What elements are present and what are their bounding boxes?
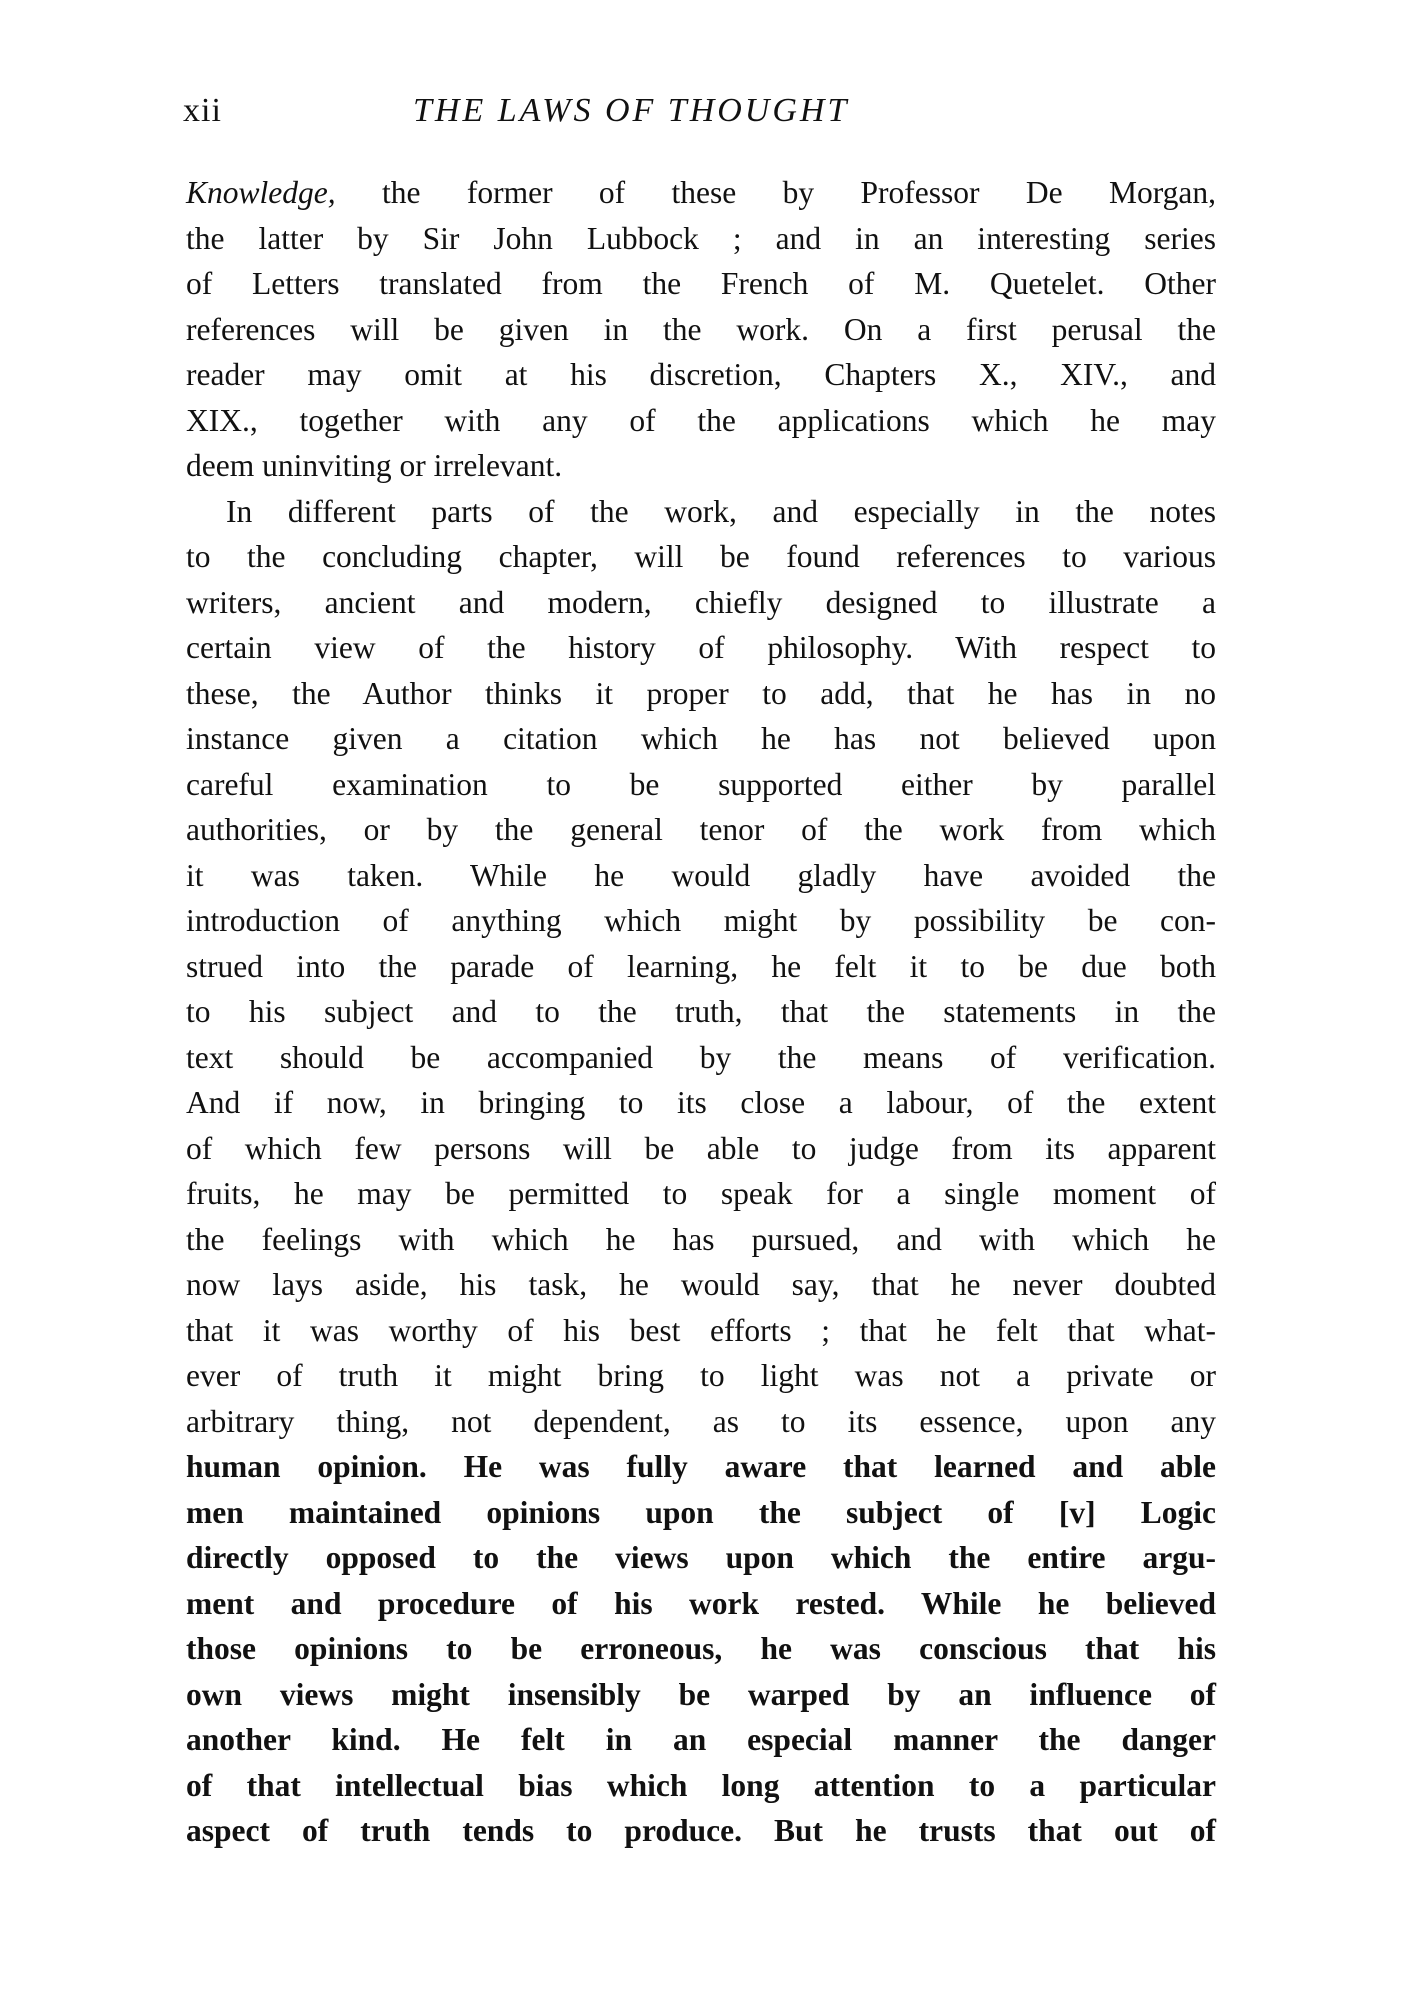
text-line: strued into the parade of learning, he felt it to be due both bbox=[186, 948, 1216, 984]
text-line: introduction of anything which might by possibility be con- bbox=[186, 903, 1216, 938]
text-line: of that intellectual bias which long attention to a particular bbox=[186, 1767, 1216, 1803]
text-line: XIX., together with any of the applications which he may bbox=[186, 402, 1216, 438]
text-line: And if now, in bringing to its close a labour, of the extent bbox=[186, 1085, 1216, 1120]
text-line: authorities, or by the general tenor of the work from which bbox=[186, 812, 1216, 847]
text-line-rest: the former of these by Professor De Morgan, bbox=[335, 175, 1216, 210]
text-line: aspect of truth tends to produce. But he trusts that out of bbox=[186, 1813, 1216, 1848]
text-line: those opinions to be erroneous, he was conscious that his bbox=[186, 1631, 1216, 1666]
text-line: reader may omit at his discretion, Chapters X., XIV., and bbox=[186, 357, 1216, 392]
text-line: that it was worthy of his best efforts ; that he felt that what- bbox=[186, 1312, 1216, 1348]
paragraph-1 bbox=[186, 170, 1216, 489]
text-line: to the concluding chapter, will be found references to various bbox=[186, 539, 1216, 574]
text-line: of which few persons will be able to judge from its apparent bbox=[186, 1130, 1216, 1166]
text-line: another kind. He felt in an especial manner the danger bbox=[186, 1722, 1216, 1757]
text-line: directly opposed to the views upon which the entire argu- bbox=[186, 1540, 1216, 1575]
running-title: THE LAWS OF THOUGHT bbox=[413, 92, 850, 129]
text-line: own views might insensibly be warped by an influence of bbox=[186, 1676, 1216, 1712]
paragraph-2 bbox=[186, 489, 1216, 1854]
text-line: text should be accompanied by the means of verification. bbox=[186, 1039, 1216, 1075]
text-line: men maintained opinions upon the subject of [v] Logic bbox=[186, 1494, 1216, 1530]
text-line bbox=[186, 170, 1216, 216]
text-line: arbitrary thing, not dependent, as to its essence, upon any bbox=[186, 1403, 1216, 1439]
text-line: these, the Author thinks it proper to add, that he has in no bbox=[186, 675, 1216, 711]
text-line: of Letters translated from the French of M. Quetelet. Other bbox=[186, 266, 1216, 301]
text-line: In different parts of the work, and especially in the notes bbox=[226, 493, 1216, 529]
text-line: the latter by Sir John Lubbock ; and in an interesting series bbox=[186, 220, 1216, 256]
italic-lead: Knowledge, bbox=[186, 175, 336, 210]
text-line: ment and procedure of his work rested. While he believed bbox=[186, 1585, 1216, 1621]
text-line: ever of truth it might bring to light was not a private or bbox=[186, 1358, 1216, 1393]
body-text bbox=[186, 170, 1216, 1854]
text-line: certain view of the history of philosophy. With respect to bbox=[186, 630, 1216, 665]
text-line: now lays aside, his task, he would say, that he never doubted bbox=[186, 1267, 1216, 1302]
text-line: to his subject and to the truth, that the statements in the bbox=[186, 994, 1216, 1029]
text-line: deem uninviting or irrelevant. bbox=[186, 448, 563, 483]
text-line: fruits, he may be permitted to speak for a single moment of bbox=[186, 1176, 1216, 1211]
text-line: writers, ancient and modern, chiefly designed to illustrate a bbox=[186, 584, 1216, 620]
page-number: xii bbox=[183, 92, 222, 129]
text-line: references will be given in the work. On a first perusal the bbox=[186, 311, 1216, 347]
text-line: careful examination to be supported either by parallel bbox=[186, 766, 1216, 802]
text-line: the feelings with which he has pursued, and with which he bbox=[186, 1221, 1216, 1257]
text-line: instance given a citation which he has not believed upon bbox=[186, 721, 1216, 756]
text-line: it was taken. While he would gladly have avoided the bbox=[186, 857, 1216, 893]
text-line: human opinion. He was fully aware that learned and able bbox=[186, 1449, 1216, 1484]
page-header bbox=[183, 92, 1223, 142]
